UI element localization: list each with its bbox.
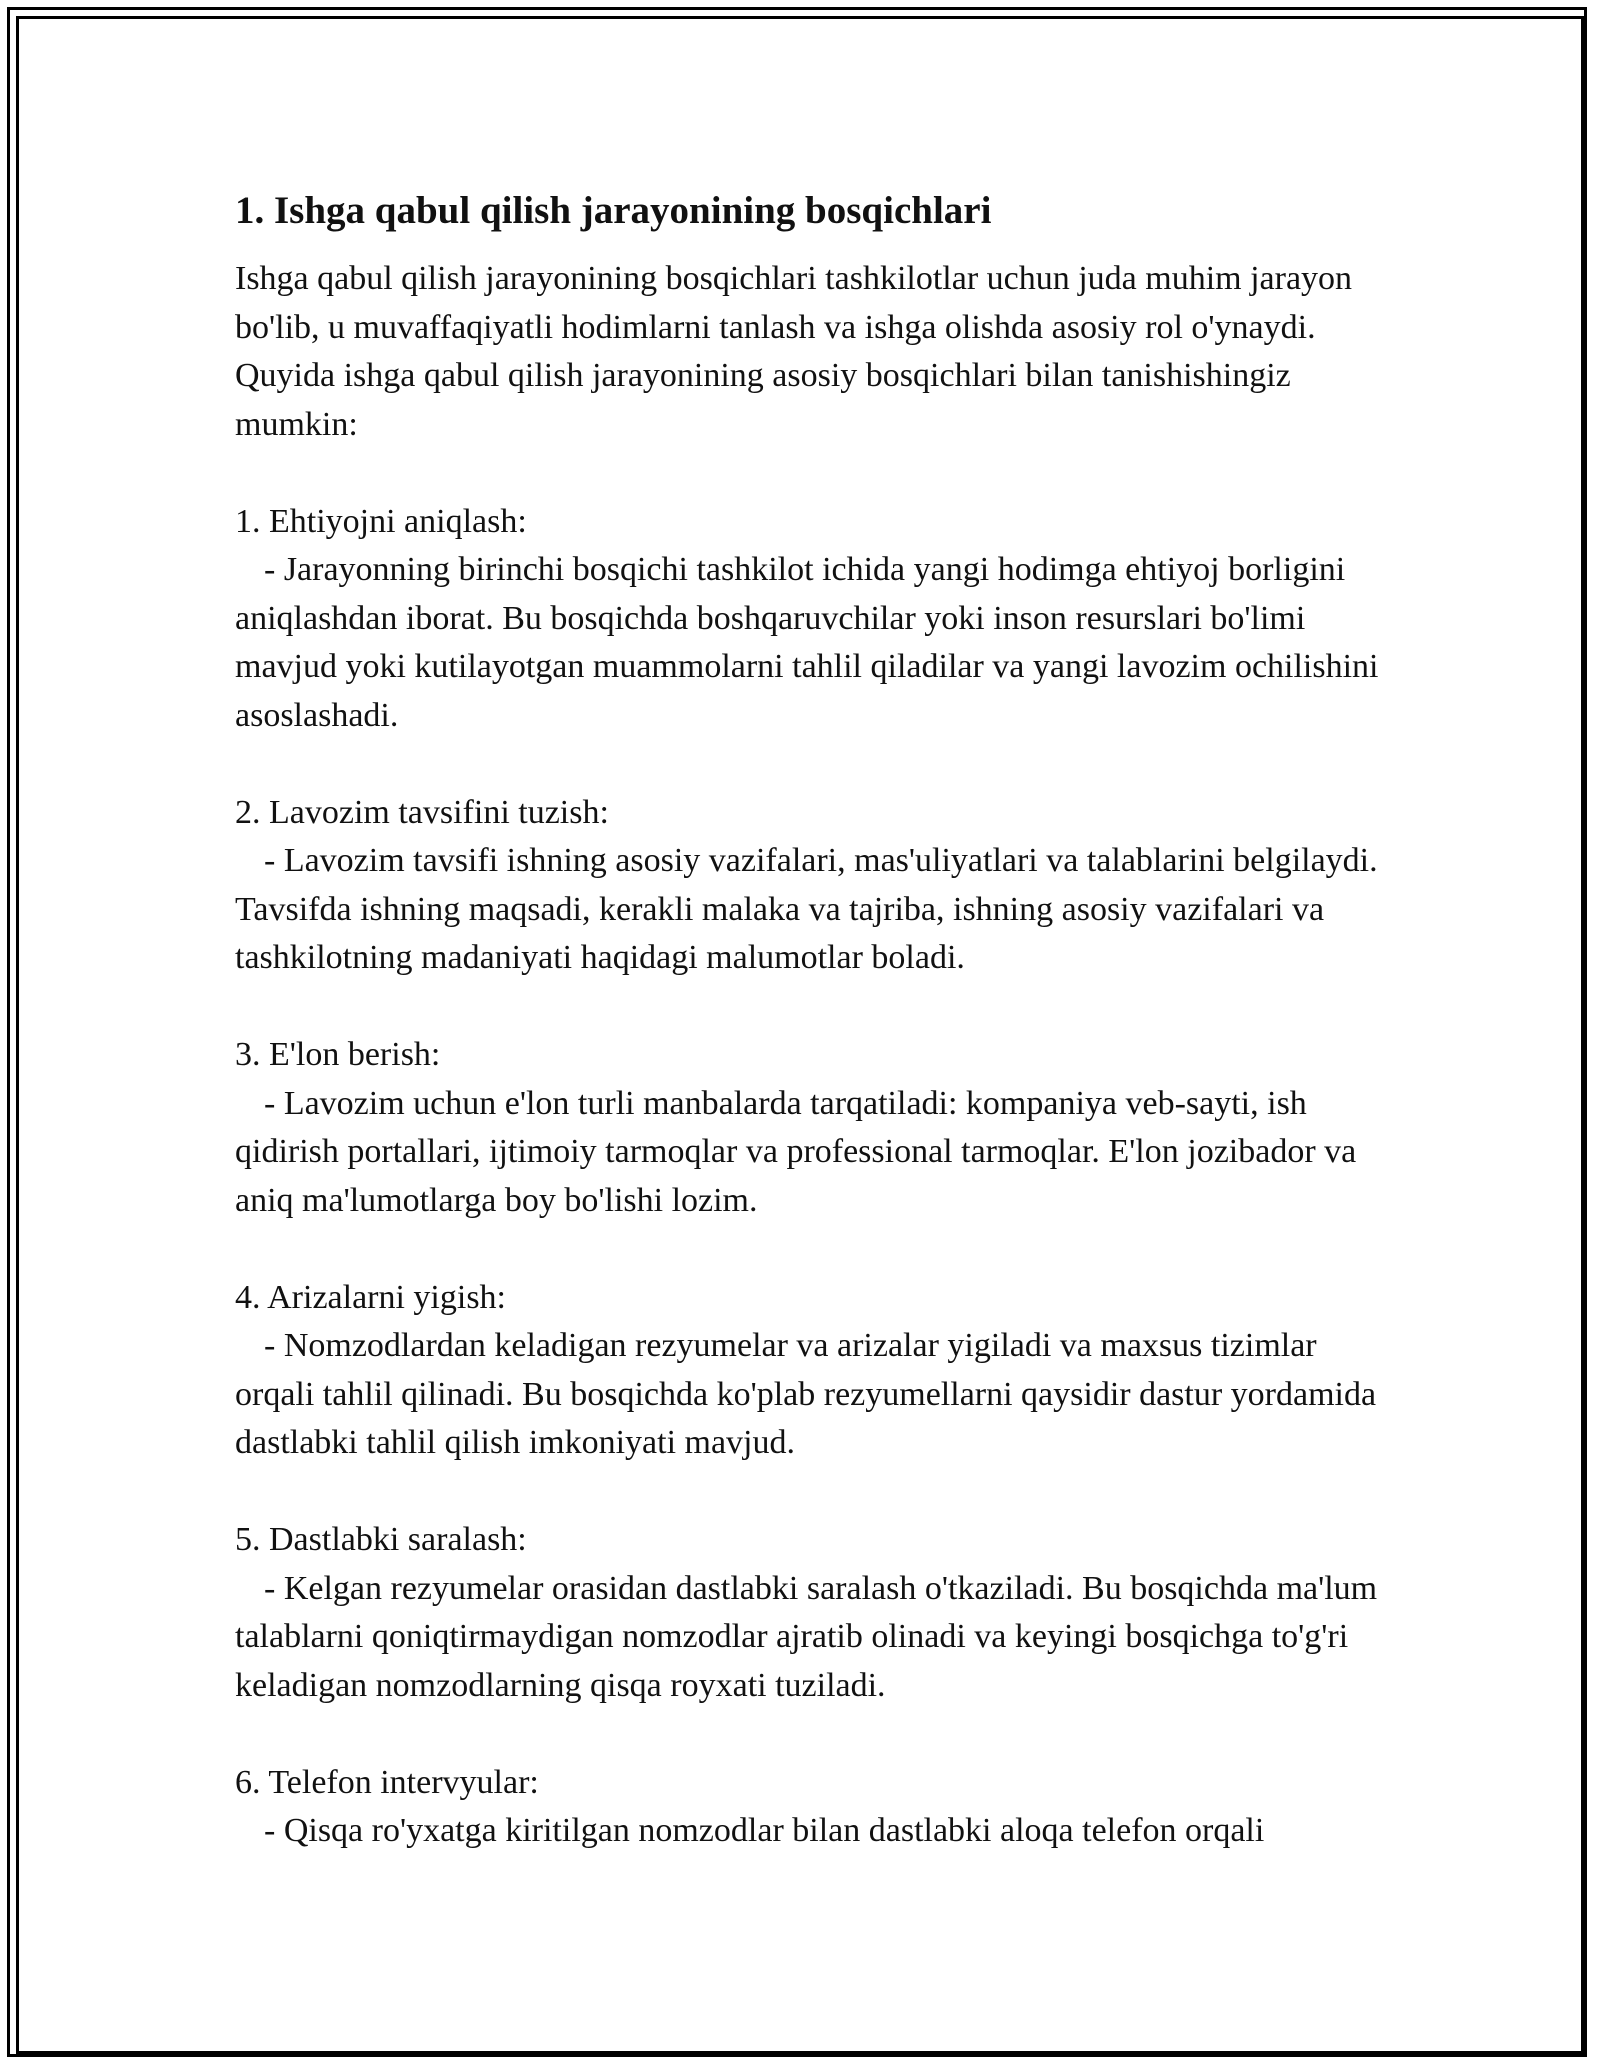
section-1: [235, 498, 1385, 741]
section-body-text: - Lavozim tavsifi ishning asosiy vazifalari, mas'uliyatlari va talablarini belgilaydi. Tavsifda ishning maqsadi, kerakli malaka va tajriba, ishning asosiy vazifalari va tashkilotning madaniyati haqidagi malumotlar boladi.: [235, 842, 1378, 976]
section-2: [235, 789, 1385, 983]
intro-paragraph: Ishga qabul qilish jarayonining bosqichlari tashkilotlar uchun juda muhim jarayon bo'lib, u muvaffaqiyatli hodimlarni tanlash va ishga olishda asosiy rol o'ynaydi. Quyida ishga qabul qilish jarayonining asosiy bosqichlari bilan tanishishingiz mumkin:: [235, 260, 1353, 443]
section-body-text: - Lavozim uchun e'lon turli manbalarda tarqatiladi: kompaniya veb-sayti, ish qidirish portallari, ijtimoiy tarmoqlar va professional tarmoqlar. E'lon jozibador va aniq ma'lumotlarga boy bo'lishi lozim.: [235, 1084, 1357, 1219]
section-body-text: - Nomzodlardan keladigan rezyumelar va arizalar yigiladi va maxsus tizimlar orqali tahlil qilinadi. Bu bosqichda ko'plab rezyumellarni qaysidir dastur yordamida dastlabki tahlil qilish imkoniyati mavjud.: [235, 1327, 1377, 1461]
section-heading: 4. Arizalarni yigish:: [235, 1278, 507, 1316]
section-heading: 5. Dastlabki saralash:: [235, 1521, 527, 1558]
section-body-text: - Jarayonning birinchi bosqichi tashkilot ichida yangi hodimga ehtiyoj borligini aniqlashdan iborat. Bu bosqichda boshqaruvchilar yoki inson resurslari bo'limi mavjud yoki kutilayotgan muammolarni tahlil qiladilar va yangi lavozim ochilishini asoslashadi.: [235, 551, 1379, 734]
section-heading: 2. Lavozim tavsifini tuzish:: [235, 793, 609, 831]
section-heading: 1. Ehtiyojni aniqlash:: [235, 502, 527, 540]
section-heading: 3. E'lon berish:: [235, 1036, 441, 1073]
section-body: [235, 1565, 1385, 1711]
section-body: [235, 1322, 1385, 1468]
section-6: [235, 1759, 1385, 1856]
section-3: [235, 1031, 1385, 1225]
section-body: [235, 837, 1385, 983]
section-heading: 6. Telefon intervyular:: [235, 1763, 539, 1801]
section-body-text: - Qisqa ro'yxatga kiritilgan nomzodlar bilan dastlabki aloqa telefon orqali: [264, 1812, 1265, 1849]
section-body: [235, 1080, 1385, 1226]
section-body: [235, 1807, 1385, 1856]
section-5: [235, 1516, 1385, 1710]
document-content: [235, 185, 1385, 1856]
section-body-text: - Kelgan rezyumelar orasidan dastlabki saralash o'tkaziladi. Bu bosqichda ma'lum talablarni qoniqtirmaydigan nomzodlar ajratib olinadi va keyingi bosqichga to'g'ri keladigan nomzodlarning qisqa royxati tuziladi.: [235, 1569, 1378, 1704]
section-body: [235, 546, 1385, 740]
document-title: 1. Ishga qabul qilish jarayonining bosqichlari: [235, 189, 992, 232]
section-4: [235, 1274, 1385, 1468]
